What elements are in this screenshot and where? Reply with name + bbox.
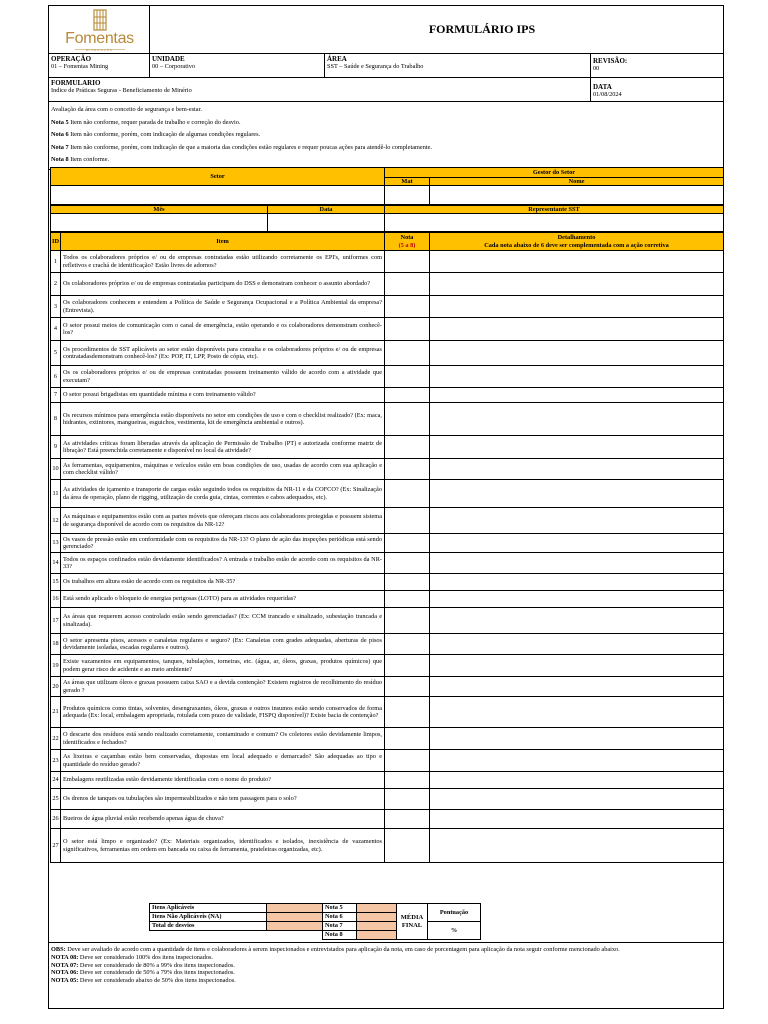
logo-tagline: MINERAÇÃO [85, 48, 114, 52]
item-id: 13 [51, 534, 61, 553]
item-row [51, 634, 724, 655]
item-id: 20 [51, 677, 61, 697]
item-row [51, 591, 724, 608]
item-id: 19 [51, 655, 61, 677]
nota8-label: Nota 8 [323, 931, 357, 940]
nota7-input[interactable] [357, 922, 397, 931]
item-detalhamento-input[interactable] [430, 655, 724, 677]
item-nota-input[interactable] [385, 273, 430, 296]
item-nota-input[interactable] [385, 251, 430, 273]
mat-input[interactable] [385, 186, 430, 205]
item-id: 25 [51, 789, 61, 810]
item-text: As atividades críticas foram liberadas através da aplicação de Permissão de Trabalho (PT) e autorizada conforme matriz de libração? Está preenchida corretamente e disponível no local da atividade? [61, 436, 385, 459]
area-cell [325, 54, 591, 78]
item-detalhamento-input[interactable] [430, 436, 724, 459]
item-text: O setor possui meios de comunicação com o canal de emergência, estão operando e os colaboradores demonstram conhecê-los? [61, 318, 385, 341]
item-row [51, 810, 724, 829]
item-text: Existe vazamentos em equipamentos, tanques, tubulações, torneiras, etc. (água, ar, óleos, graxas, produtos químicos) que podem gerar risco de acidente e ao meio ambiente? [61, 655, 385, 677]
item-text: As atividades de içamento e transporte de cargas estão seguindo todos os requisitos da NR-11 e da COFCO? (Ex: Sinalização da área de operação, plano de rigging, utilização de corda guia, cintas, correntes e cabos adequados, etc). [61, 480, 385, 508]
item-text: Os vasos de pressão estão em conformidade com os requisitos da NR-13? O plano de ação das inspeções periódicas está sendo gerenciado? [61, 534, 385, 553]
obs-line-05: NOTA 05: Deve ser considerado abaixo de 50% dos itens inspecionados. [51, 977, 236, 985]
item-id: 2 [51, 273, 61, 296]
nao-aplicaveis-label: Itens Não Aplicáveis (NA) [150, 913, 267, 922]
item-id: 14 [51, 553, 61, 574]
obs-text: OBS: Deve ser avaliado de acordo com a quantidade de itens e colaboradores à serem inspecionados e entrevistados para aplicação da nota, em caso de porcentagem para aplicação da nota seguir conforme mencionado abaixo. [51, 946, 620, 953]
item-detalhamento-input[interactable] [430, 789, 724, 810]
item-nota-input[interactable] [385, 341, 430, 366]
item-row [51, 697, 724, 728]
area-label: ÁREA [327, 55, 347, 63]
aplicaveis-label: Itens Aplicáveis [150, 904, 267, 913]
page-title: FORMULÁRIO IPS [428, 22, 536, 36]
item-nota-input[interactable] [385, 728, 430, 750]
item-row [51, 772, 724, 789]
data-cell [591, 78, 724, 102]
item-row [51, 459, 724, 480]
operacao-label: OPERAÇÃO [51, 55, 92, 63]
item-detalhamento-input[interactable] [430, 534, 724, 553]
item-text: Os recursos mínimos para emergência estão disponíveis no setor em condições de uso e com o checklist realizado? (Ex: maca, hidrantes, extintores, mangueiras, esguichos, vestimenta, kit de emergência ambiental e outros). [61, 403, 385, 436]
item-id: 10 [51, 459, 61, 480]
mes-table [50, 205, 724, 232]
item-text: O descarte dos resíduos está sendo realizado corretamente, contaminado e comum? Os coletores estão devidamente limpos, identificados e fechados? [61, 728, 385, 750]
item-detalhamento-input[interactable] [430, 251, 724, 273]
obs-line-07: NOTA 07: Deve ser considerado de 80% a 99% dos itens inspecionados. [51, 961, 235, 969]
pontuacao-label: Pontuação [428, 904, 481, 922]
form-sheet [48, 5, 724, 1009]
item-row [51, 574, 724, 591]
nota-header: Nota (5 a 8) [385, 233, 430, 251]
item-nota-input[interactable] [385, 480, 430, 508]
nome-header: Nome [430, 178, 724, 186]
item-row [51, 318, 724, 341]
item-text: O setor possui brigadistas em quantidade mínima e com treinamento válido? [61, 388, 385, 403]
item-text: Os colaboradores conhecem e entendem a Política de Saúde e Segurança Ocupacional e a Política Ambiental da empresa? (Entrevista). [61, 296, 385, 318]
item-id: 18 [51, 634, 61, 655]
item-nota-input[interactable] [385, 697, 430, 728]
items-table [50, 232, 724, 863]
legend-note-7: Nota 7 Item não conforme, porém, com indicação de que a maioria das condições estão regulares e requer poucas ações para atendê-lo completamente. [51, 143, 432, 151]
item-row [51, 366, 724, 388]
summary-table [149, 903, 481, 940]
mes-input[interactable] [51, 214, 268, 232]
setor-table [50, 167, 724, 205]
revisao-value: 00 [593, 65, 600, 72]
item-text: Os os colaboradores próprios e/ ou de empresas contratadas possuem treinamento válido de acordo com a atividade que executam? [61, 366, 385, 388]
item-row [51, 388, 724, 403]
nota7-label: Nota 7 [323, 922, 357, 931]
setor-header: Setor [51, 168, 385, 186]
data-value: 01/08/2024 [593, 91, 622, 98]
item-text: Todos os colaboradores próprios e/ ou de empresas contratadas estão utilizando corretamente os EPI's, uniformes com refletivos e crachá de identificação? Estão livres de adornos? [61, 251, 385, 273]
item-detalhamento-input[interactable] [430, 677, 724, 697]
item-row [51, 789, 724, 810]
total-desvios-label: Total de desvios [150, 922, 267, 931]
item-row [51, 403, 724, 436]
item-detalhamento-input[interactable] [430, 459, 724, 480]
item-detalhamento-input[interactable] [430, 553, 724, 574]
item-nota-input[interactable] [385, 574, 430, 591]
item-id: 4 [51, 318, 61, 341]
item-text: Os colaboradores próprios e/ ou de empresas contratadas participam do DSS e demonstram conhecer o assunto abordado? [61, 273, 385, 296]
item-id: 1 [51, 251, 61, 273]
item-id: 23 [51, 750, 61, 772]
item-detalhamento-input[interactable] [430, 341, 724, 366]
mat-header: Mat [385, 178, 430, 186]
item-row [51, 829, 724, 863]
representante-header: Representante SST [385, 206, 724, 214]
item-detalhamento-input[interactable] [430, 728, 724, 750]
obs-line-06: NOTA 06: Deve ser considerado de 50% a 79% dos itens inspecionados. [51, 969, 235, 977]
item-nota-input[interactable] [385, 655, 430, 677]
item-row [51, 480, 724, 508]
item-row [51, 534, 724, 553]
aplicaveis-input[interactable] [267, 904, 323, 913]
gestor-header: Gestor do Setor [385, 168, 724, 178]
item-id: 3 [51, 296, 61, 318]
item-row [51, 508, 724, 534]
nao-aplicaveis-input[interactable] [267, 913, 323, 922]
item-detalhamento-input[interactable] [430, 829, 724, 863]
item-text: Os drenos de tanques ou tubulações são impermeabilizados e não tem passagem para o solo? [61, 789, 385, 810]
nota-range: (5 a 8) [398, 241, 416, 249]
item-nota-input[interactable] [385, 634, 430, 655]
item-row [51, 750, 724, 772]
formulario-label: FORMULARIO [51, 79, 101, 87]
item-detalhamento-input[interactable] [430, 697, 724, 728]
item-id: 16 [51, 591, 61, 608]
nota5-label: Nota 5 [323, 904, 357, 913]
unidade-cell [150, 54, 325, 78]
item-row [51, 273, 724, 296]
obs-block [49, 942, 724, 1008]
item-row [51, 296, 724, 318]
item-nota-input[interactable] [385, 534, 430, 553]
item-nota-input[interactable] [385, 508, 430, 534]
item-id: 11 [51, 480, 61, 508]
item-header: Item [61, 233, 385, 251]
item-detalhamento-input[interactable] [430, 772, 724, 789]
item-text: Produtos químicos como tintas, solventes, desengraxantes, óleos, graxas e outros insumos estão sendo conservados de forma adequada (Ex: local, embalagem apropriada, rotulada com prazo de validade, FISPQ disponível)? Existe bacia de contenção? [61, 697, 385, 728]
item-row [51, 251, 724, 273]
item-row [51, 341, 724, 366]
legend-note-8: Nota 8 Item conforme. [51, 156, 110, 163]
unidade-value: 00 – Corporativo [152, 63, 196, 70]
item-detalhamento-input[interactable] [430, 403, 724, 436]
item-id: 24 [51, 772, 61, 789]
item-text: As ferramentas, equipamentos, máquinas e veículos estão em boas condições de uso, usadas de acordo com sua aplicação e com checklist válido? [61, 459, 385, 480]
item-id: 5 [51, 341, 61, 366]
id-header: ID [51, 233, 61, 251]
nota8-input[interactable] [357, 931, 397, 940]
detalhamento-sub: Cada nota abaixo de 6 deve ser complementada com a ação corretiva [484, 241, 669, 249]
formulario-value: Indice de Práticas Seguras - Beneficiamento de Minério [51, 87, 192, 94]
summary-blank-2 [267, 931, 323, 940]
item-nota-input[interactable] [385, 366, 430, 388]
item-text: O setor apresenta pisos, acessos e canaletas regulares e seguro? (Ex: Canaletas com grades adequadas, aberturas de pisos devidamente isoladas, escadas regulares e outros). [61, 634, 385, 655]
logo-box [49, 6, 150, 54]
item-detalhamento-input[interactable] [430, 634, 724, 655]
item-detalhamento-input[interactable] [430, 318, 724, 341]
item-detalhamento-input[interactable] [430, 591, 724, 608]
legend-note-5: Nota 5 Item não conforme, requer parada de trabalho e correção do desvio. [51, 118, 241, 126]
item-detalhamento-input[interactable] [430, 508, 724, 534]
item-text: As máquinas e equipamentos estão com as partes móveis que ofereçam riscos aos colaboradores protegidas e possuem sistema de segurança disponível de acordo com os requisitos da NR-12? [61, 508, 385, 534]
operacao-cell [49, 54, 150, 78]
item-detalhamento-input[interactable] [430, 480, 724, 508]
item-nota-input[interactable] [385, 772, 430, 789]
item-row [51, 677, 724, 697]
revisao-cell [591, 54, 724, 78]
item-row [51, 655, 724, 677]
item-text: Está sendo aplicado o bloqueio de energias perigosas (LOTO) para as atividades requeridas? [61, 591, 385, 608]
area-value: SST – Saúde e Segurança do Trabalho [327, 63, 424, 70]
representante-input[interactable] [385, 214, 724, 232]
item-text: As áreas que requerem acesso controlado estão sendo gerenciadas? (Ex: CCM trancado e sinalizado, subestação trancada e sinalizada). [61, 608, 385, 634]
nota6-label: Nota 6 [323, 913, 357, 922]
data-input[interactable] [268, 214, 385, 232]
item-nota-input[interactable] [385, 829, 430, 863]
title-box [150, 6, 724, 54]
item-id: 12 [51, 508, 61, 534]
mes-header: Mês [51, 206, 268, 214]
item-id: 6 [51, 366, 61, 388]
revisao-label: REVISÃO: [593, 57, 628, 65]
nome-input[interactable] [430, 186, 724, 205]
data-label: DATA [593, 83, 612, 91]
percent-label: % [428, 922, 481, 940]
item-nota-input[interactable] [385, 553, 430, 574]
item-id: 15 [51, 574, 61, 591]
item-detalhamento-input[interactable] [430, 574, 724, 591]
item-text: Os trabalhos em altura estão de acordo com os requisitos da NR-35? [61, 574, 385, 591]
setor-input[interactable] [51, 186, 385, 205]
item-nota-input[interactable] [385, 403, 430, 436]
item-nota-input[interactable] [385, 318, 430, 341]
item-id: 26 [51, 810, 61, 829]
item-nota-input[interactable] [385, 591, 430, 608]
item-id: 9 [51, 436, 61, 459]
legend-intro: Avaliação da área com o conceito de segurança e bem-estar. [51, 106, 202, 113]
media-final-label: MÉDIA FINAL [397, 904, 428, 940]
item-nota-input[interactable] [385, 459, 430, 480]
item-id: 17 [51, 608, 61, 634]
item-text: Bueiros de água pluvial estão recebendo apenas água de chuva? [61, 810, 385, 829]
item-row [51, 728, 724, 750]
item-nota-input[interactable] [385, 750, 430, 772]
item-detalhamento-input[interactable] [430, 273, 724, 296]
formulario-cell [49, 78, 591, 102]
nota6-input[interactable] [357, 913, 397, 922]
detalhamento-header: Detalhamento Cada nota abaixo de 6 deve ser complementada com a ação corretiva [430, 233, 724, 251]
item-text: Todos os espaços confinados estão devidamente identificados? A entrada e trabalho estão de acordo com os requisitos da NR-33? [61, 553, 385, 574]
item-text: As lixeiras e caçambas estão bem conservadas, dispostas em local adequado e demarcado? São adequadas ao tipo e quantidade do resíduo gerado? [61, 750, 385, 772]
item-text: O setor está limpo e organizado? (Ex: Materiais organizados, identificados e isolados, inexistência de vazamentos significativos, ferramentas em ordem em bancada ou caixa de ferramenta, prateleiras organizadas, etc). [61, 829, 385, 863]
item-detalhamento-input[interactable] [430, 388, 724, 403]
item-detalhamento-input[interactable] [430, 366, 724, 388]
item-row [51, 436, 724, 459]
item-row [51, 608, 724, 634]
logo-wordmark: Fomentas [65, 30, 134, 47]
item-id: 21 [51, 697, 61, 728]
item-detalhamento-input[interactable] [430, 296, 724, 318]
item-detalhamento-input[interactable] [430, 750, 724, 772]
grading-legend [49, 102, 724, 170]
obs-line-08: NOTA 08: Deve ser considerado 100% dos itens inspecionados. [51, 953, 214, 961]
data-header: Data [268, 206, 385, 214]
summary-blank-1 [150, 931, 267, 940]
item-id: 27 [51, 829, 61, 863]
operacao-value: 01 – Fomentas Mining [51, 63, 109, 70]
item-id: 22 [51, 728, 61, 750]
item-text: Embalagens reutilizadas estão devidamente identificadas com o nome do produto? [61, 772, 385, 789]
item-nota-input[interactable] [385, 677, 430, 697]
item-text: Os procedimentos de SST aplicáveis ao setor estão disponíveis para consulta e os colaboradores próprios e/ ou de empresas contratadasdemonstram conhecê-los? (Ex: POP, IT, LPP, Posto de cópia, etc). [61, 341, 385, 366]
item-id: 8 [51, 403, 61, 436]
legend-note-6: Nota 6 Item não conforme, porém, com indicação de algumas condições regulares. [51, 131, 261, 138]
item-detalhamento-input[interactable] [430, 608, 724, 634]
items-body [51, 251, 724, 863]
item-nota-input[interactable] [385, 296, 430, 318]
item-row [51, 553, 724, 574]
nota5-input[interactable] [357, 904, 397, 913]
total-desvios-input[interactable] [267, 922, 323, 931]
item-nota-input[interactable] [385, 810, 430, 829]
item-id: 7 [51, 388, 61, 403]
item-nota-input[interactable] [385, 608, 430, 634]
item-detalhamento-input[interactable] [430, 810, 724, 829]
item-nota-input[interactable] [385, 388, 430, 403]
item-nota-input[interactable] [385, 789, 430, 810]
item-nota-input[interactable] [385, 436, 430, 459]
unidade-label: UNIDADE [152, 55, 185, 63]
item-text: As áreas que utilizam óleos e graxas possuem caixa SAO e a devida contenção? Existem registros de recolhimento do resíduo gerado ? [61, 677, 385, 697]
